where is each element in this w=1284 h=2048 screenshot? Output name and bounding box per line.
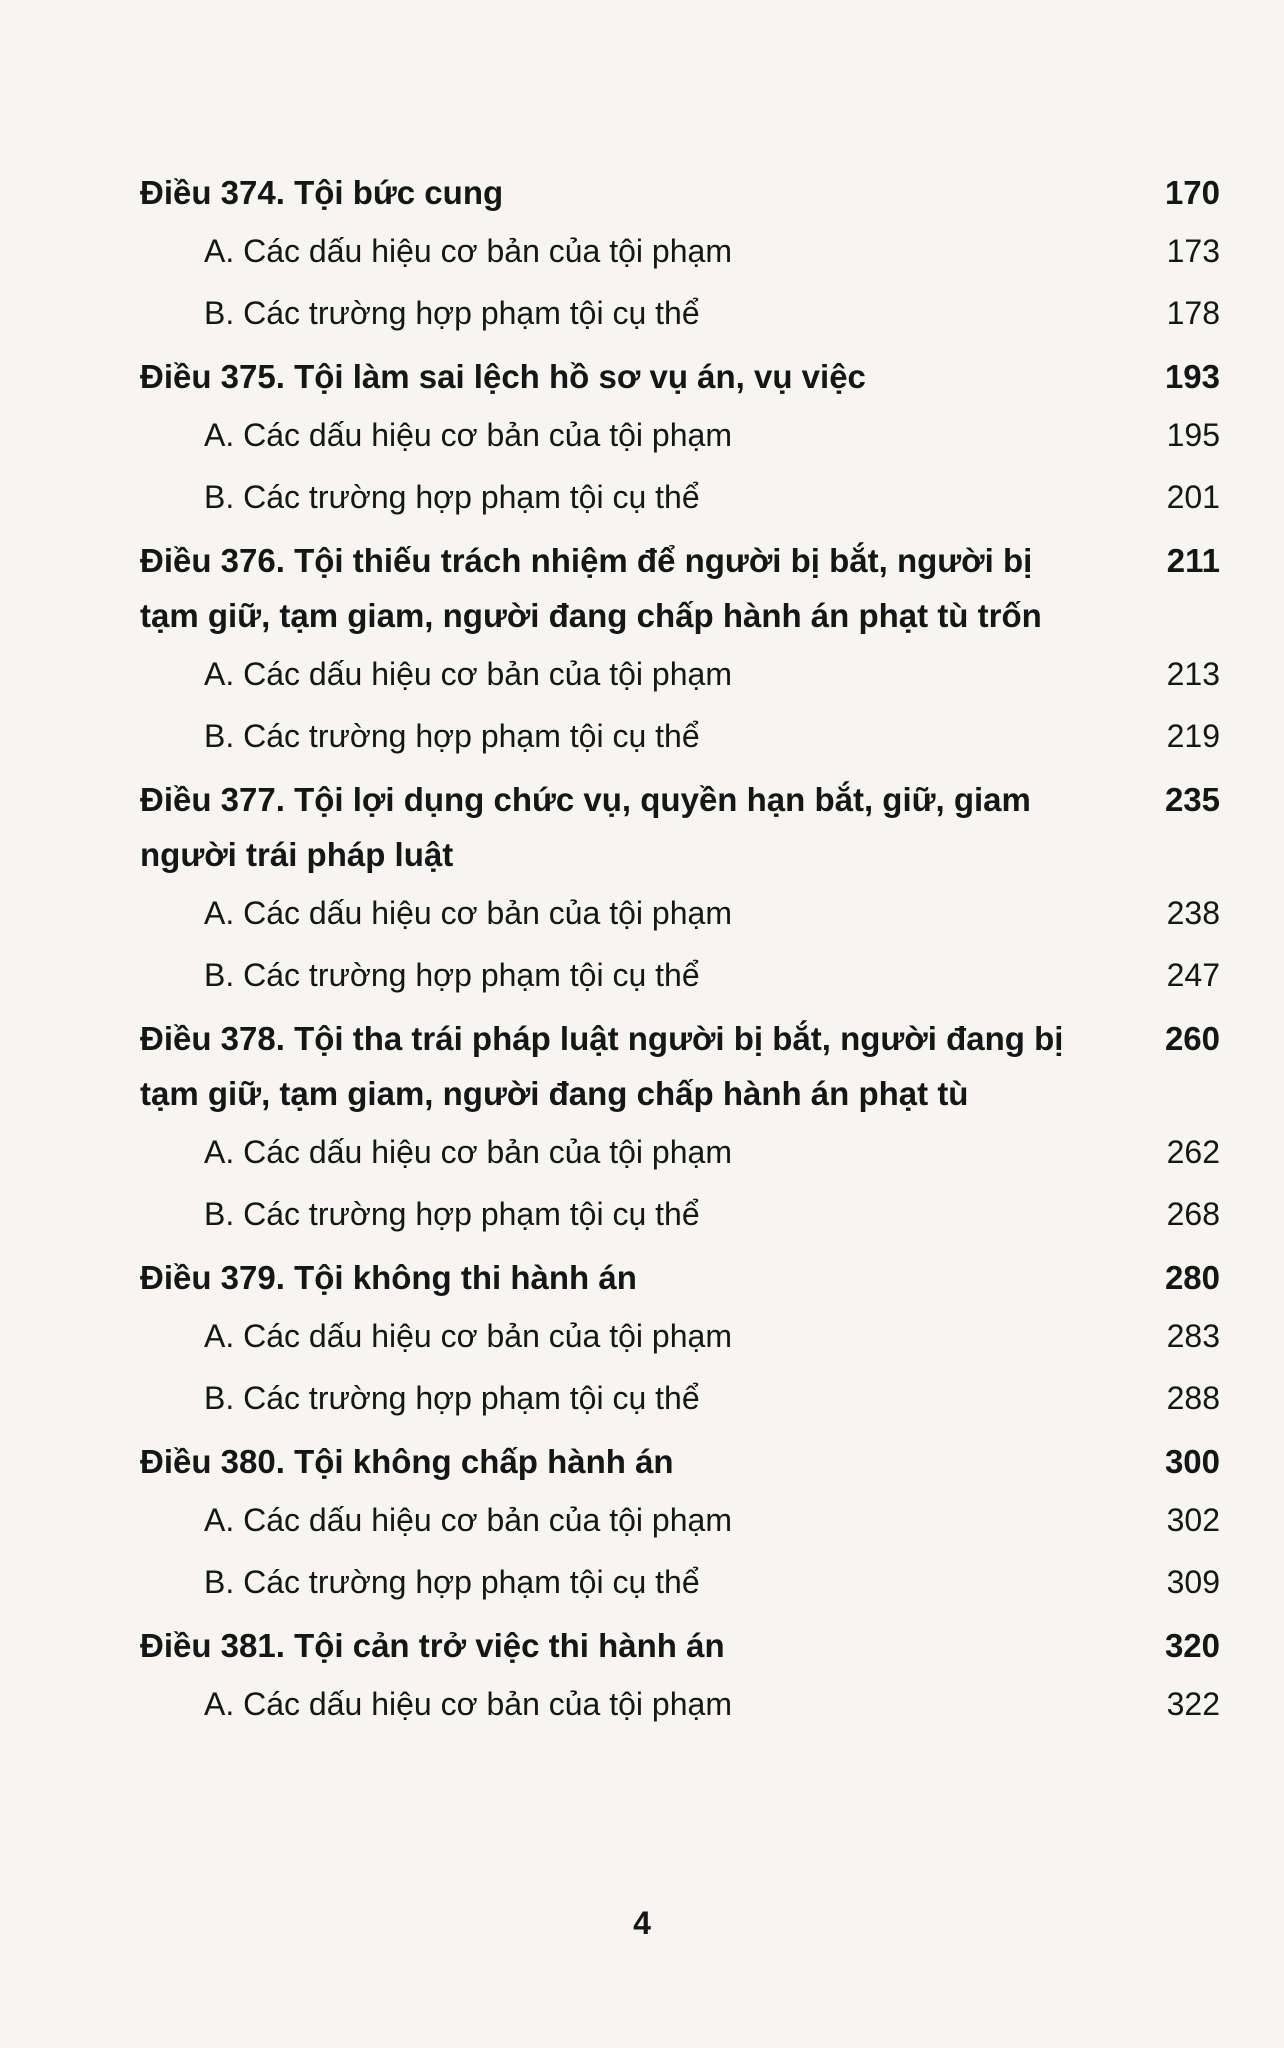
toc-entry-page: 247 [1166, 957, 1220, 993]
toc-subsection-entry [140, 404, 1220, 466]
toc-entry-page: 195 [1166, 417, 1220, 453]
toc-entry-page: 288 [1166, 1380, 1220, 1416]
toc-entry-page: 235 [1164, 781, 1220, 818]
toc-entry-page: 201 [1166, 479, 1220, 515]
toc-entry-page: 238 [1166, 895, 1220, 931]
toc-entry-page: 300 [1164, 1443, 1220, 1480]
toc-entry-page: 302 [1166, 1502, 1220, 1538]
toc-entry-page: 170 [1164, 174, 1220, 211]
toc-entry-title: Điều 381. Tội cản trở việc thi hành án [140, 1627, 725, 1664]
page-number: 4 [633, 1905, 651, 1941]
toc-entry-title: A. Các dấu hiệu cơ bản của tội phạm [204, 233, 732, 269]
toc-entry-page: 262 [1166, 1134, 1220, 1170]
table-of-contents [140, 160, 1220, 1735]
toc-entry-title: A. Các dấu hiệu cơ bản của tội phạm [204, 895, 732, 931]
toc-entry-page: 173 [1166, 233, 1220, 269]
toc-entry-page: 268 [1166, 1196, 1220, 1232]
toc-entry-title: B. Các trường hợp phạm tội cụ thể [204, 479, 700, 515]
toc-subsection-entry [140, 705, 1220, 767]
toc-entry-title: Điều 380. Tội không chấp hành án [140, 1443, 674, 1480]
toc-entry-title: Điều 378. Tội tha trái pháp luật người bị bắt, người đang bị tạm giữ, tạm giam, người đang chấp hành án phạt tù [140, 1020, 1064, 1112]
toc-entry-title: B. Các trường hợp phạm tội cụ thể [204, 295, 700, 331]
toc-entry-title: Điều 375. Tội làm sai lệch hồ sơ vụ án, vụ việc [140, 358, 866, 395]
toc-entry-title: A. Các dấu hiệu cơ bản của tội phạm [204, 417, 732, 453]
toc-entry-page: 219 [1166, 718, 1220, 754]
toc-article-entry [140, 767, 1220, 882]
toc-subsection-entry [140, 220, 1220, 282]
toc-subsection-entry [140, 643, 1220, 705]
toc-subsection-entry [140, 466, 1220, 528]
toc-entry-title: Điều 379. Tội không thi hành án [140, 1259, 637, 1296]
toc-article-entry [140, 160, 1220, 220]
toc-entry-page: 283 [1166, 1318, 1220, 1354]
toc-subsection-entry [140, 944, 1220, 1006]
toc-entry-page: 309 [1166, 1564, 1220, 1600]
toc-entry-page: 193 [1164, 358, 1220, 395]
toc-article-entry [140, 1429, 1220, 1489]
toc-subsection-entry [140, 1183, 1220, 1245]
toc-entry-page: 260 [1164, 1020, 1220, 1057]
toc-subsection-entry [140, 882, 1220, 944]
toc-subsection-entry [140, 282, 1220, 344]
toc-article-entry [140, 1613, 1220, 1673]
toc-entry-page: 213 [1166, 656, 1220, 692]
toc-entry-title: A. Các dấu hiệu cơ bản của tội phạm [204, 656, 732, 692]
toc-entry-title: A. Các dấu hiệu cơ bản của tội phạm [204, 1502, 732, 1538]
toc-entry-title: A. Các dấu hiệu cơ bản của tội phạm [204, 1134, 732, 1170]
toc-entry-page: 322 [1166, 1686, 1220, 1722]
toc-entry-page: 280 [1164, 1259, 1220, 1296]
toc-subsection-entry [140, 1121, 1220, 1183]
toc-entry-title: Điều 377. Tội lợi dụng chức vụ, quyền hạn bắt, giữ, giam người trái pháp luật [140, 781, 1031, 873]
toc-article-entry [140, 1006, 1220, 1121]
toc-entry-title: Điều 376. Tội thiếu trách nhiệm để người bị bắt, người bị tạm giữ, tạm giam, người đang chấp hành án phạt tù trốn [140, 542, 1042, 634]
toc-entry-page: 211 [1166, 542, 1220, 579]
toc-entry-page: 320 [1164, 1627, 1220, 1664]
toc-entry-title: B. Các trường hợp phạm tội cụ thể [204, 957, 700, 993]
toc-entry-title: B. Các trường hợp phạm tội cụ thể [204, 718, 700, 754]
toc-entry-page: 178 [1166, 295, 1220, 331]
toc-entry-title: A. Các dấu hiệu cơ bản của tội phạm [204, 1686, 732, 1722]
toc-subsection-entry [140, 1551, 1220, 1613]
toc-subsection-entry [140, 1305, 1220, 1367]
toc-entry-title: B. Các trường hợp phạm tội cụ thể [204, 1196, 700, 1232]
toc-subsection-entry [140, 1489, 1220, 1551]
toc-subsection-entry [140, 1367, 1220, 1429]
toc-subsection-entry [140, 1673, 1220, 1735]
toc-article-entry [140, 1245, 1220, 1305]
toc-entry-title: Điều 374. Tội bức cung [140, 174, 504, 211]
toc-article-entry [140, 528, 1220, 643]
toc-entry-title: B. Các trường hợp phạm tội cụ thể [204, 1564, 700, 1600]
toc-article-entry [140, 344, 1220, 404]
toc-entry-title: A. Các dấu hiệu cơ bản của tội phạm [204, 1318, 732, 1354]
toc-entry-title: B. Các trường hợp phạm tội cụ thể [204, 1380, 700, 1416]
